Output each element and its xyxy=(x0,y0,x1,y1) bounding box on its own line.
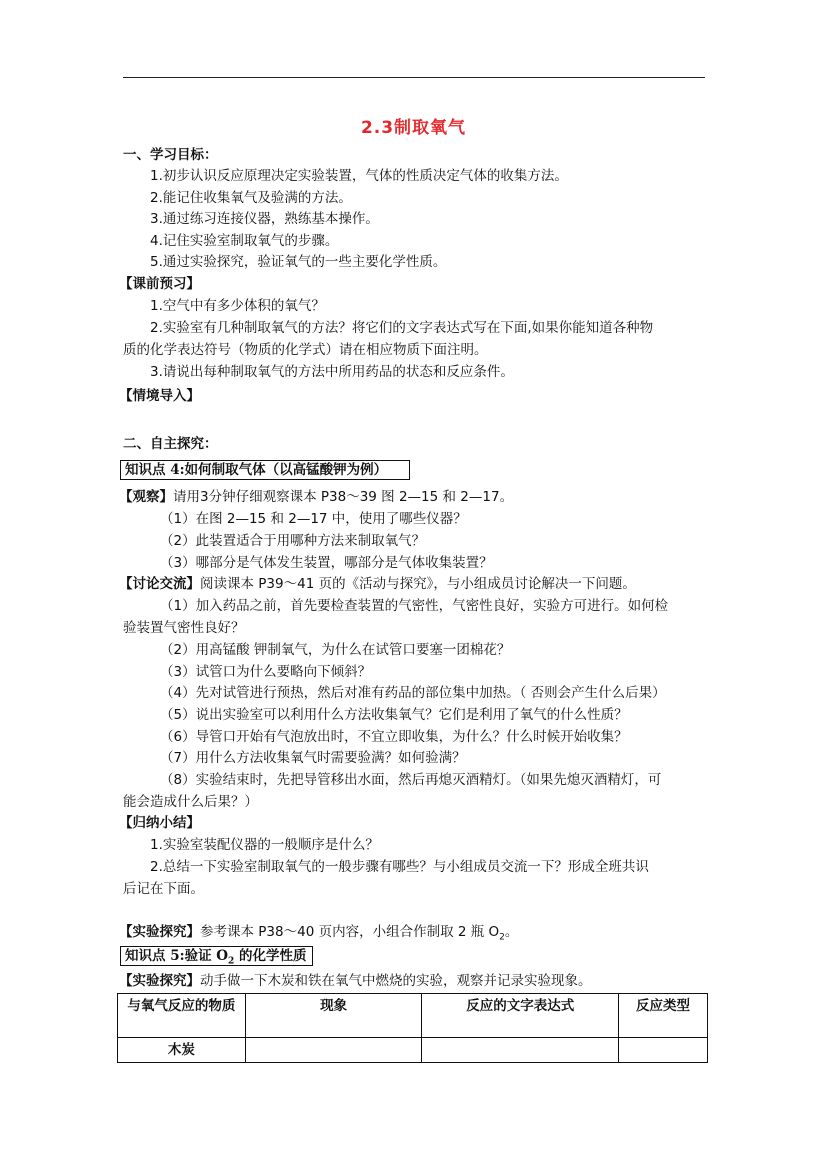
summary-heading: 【归纳小结】 xyxy=(119,815,200,831)
discuss-line xyxy=(119,574,636,594)
goal-item: 3.通过练习连接仪器，熟练基本操作。 xyxy=(150,211,379,227)
goal-item: 2.能记住收集氧气及验满的方法。 xyxy=(150,190,352,206)
summary-question-cont: 后记在下面。 xyxy=(123,881,204,897)
observe-question: （2）此装置适合于用哪种方法来制取氧气？ xyxy=(160,533,426,549)
experiment2-line xyxy=(119,971,592,991)
observe-tag: 【观察】 xyxy=(119,489,173,505)
discuss-question: （3）试管口为什么要略向下倾斜？ xyxy=(160,664,372,680)
table-row xyxy=(118,1038,708,1063)
table-cell: 木炭 xyxy=(118,1038,246,1063)
observe-question: （1）在图 2—15 和 2—17 中，使用了哪些仪器？ xyxy=(160,511,467,527)
knowledge-point-4-box: 知识点 4:如何制取气体（以高锰酸钾为例） xyxy=(120,460,410,480)
discuss-tag: 【讨论交流】 xyxy=(119,576,200,592)
knowledge-point-5-box xyxy=(120,946,313,966)
table-header-row xyxy=(118,994,708,1038)
preview-heading: 【课前预习】 xyxy=(119,276,200,292)
experiment-tag: 【实验探究】 xyxy=(119,924,200,940)
table-cell[interactable] xyxy=(245,1038,422,1063)
preview-question-cont: 质的化学表达符号（物质的化学式）请在相应物质下面注明。 xyxy=(123,342,488,358)
discuss-question: （7）用什么方法收集氧气时需要验满？如何验满？ xyxy=(160,750,466,766)
preview-question: 1.空气中有多少体积的氧气？ xyxy=(150,298,325,314)
table-cell[interactable] xyxy=(422,1038,619,1063)
observe-question: （3）哪部分是气体发生装置，哪部分是气体收集装置？ xyxy=(160,555,493,571)
discuss-question: （1）加入药品之前，首先要检查装置的气密性，气密性良好，实验方可进行。如何检 xyxy=(160,598,669,614)
summary-question: 2.总结一下实验室制取氧气的一般步骤有哪些？与小组成员交流一下？形成全班共识 xyxy=(150,859,649,875)
summary-question: 1.实验室装配仪器的一般顺序是什么？ xyxy=(150,837,379,853)
experiment-end: 。 xyxy=(504,924,519,940)
experiment-text: 参考课本 P38～40 页内容，小组合作制取 2 瓶 O xyxy=(200,924,500,940)
discuss-question: （8）实验结束时，先把导管移出水面，然后再熄灭酒精灯。（如果先熄灭酒精灯，可 xyxy=(160,772,662,788)
goal-item: 4.记住实验室制取氧气的步骤。 xyxy=(150,233,339,249)
page-title: 2.3制取氧气 xyxy=(360,118,467,138)
header-rule xyxy=(123,77,705,78)
preview-question: 3.请说出每种制取氧气的方法中所用药品的状态和反应条件。 xyxy=(150,364,514,380)
discuss-text: 阅读课本 P39～41 页的《活动与探究》，与小组成员讨论解决一下问题。 xyxy=(200,576,636,592)
section-heading-explore: 二、自主探究： xyxy=(123,436,218,452)
experiment-subscript: 2 xyxy=(499,932,505,943)
discuss-question: （5）说出实验室可以利用什么方法收集氧气？它们是利用了氧气的什么性质？ xyxy=(160,707,628,723)
goal-item: 5.通过实验探究，验证氧气的一些主要化学性质。 xyxy=(150,254,447,270)
reaction-table xyxy=(117,993,708,1063)
observe-text: 请用3分钟仔细观察课本 P38～39 图 2—15 和 2—17。 xyxy=(173,489,514,505)
preview-question: 2.实验室有几种制取氧气的方法？将它们的文字表达式写在下面,如果你能知道各种物 xyxy=(150,320,654,336)
k5-box-subscript: 2 xyxy=(228,956,235,967)
table-header-cell: 与氧气反应的物质 xyxy=(118,994,246,1038)
goal-item: 1.初步认识反应原理决定实验装置，气体的性质决定气体的收集方法。 xyxy=(150,168,568,184)
discuss-question-cont: 验装置气密性良好？ xyxy=(123,620,245,636)
experiment2-text: 动手做一下木炭和铁在氧气中燃烧的实验，观察并记录实验现象。 xyxy=(200,973,592,989)
observe-line xyxy=(119,487,513,507)
experiment-line xyxy=(119,922,518,948)
experiment2-tag: 【实验探究】 xyxy=(119,973,200,989)
table-header-cell: 反应的文字表达式 xyxy=(422,994,619,1038)
intro-heading: 【情境导入】 xyxy=(119,388,200,404)
discuss-question: （6）导管口开始有气泡放出时，不宜立即收集，为什么？什么时候开始收集？ xyxy=(160,729,628,745)
table-header-cell: 反应类型 xyxy=(619,994,708,1038)
section-heading-goals: 一、学习目标： xyxy=(123,147,218,163)
discuss-question: （2）用高锰酸 钾制氧气，为什么在试管口要塞一团棉花？ xyxy=(160,642,511,658)
k5-box-text-end: 的化学性质 xyxy=(234,948,307,964)
discuss-question-cont: 能会造成什么后果？） xyxy=(123,794,258,810)
table-cell[interactable] xyxy=(619,1038,708,1063)
table-header-cell: 现象 xyxy=(245,994,422,1038)
k5-box-text: 知识点 5:验证 O xyxy=(125,948,229,964)
discuss-question: （4）先对试管进行预热，然后对准有药品的部位集中加热。（ 否则会产生什么后果） xyxy=(160,685,666,701)
